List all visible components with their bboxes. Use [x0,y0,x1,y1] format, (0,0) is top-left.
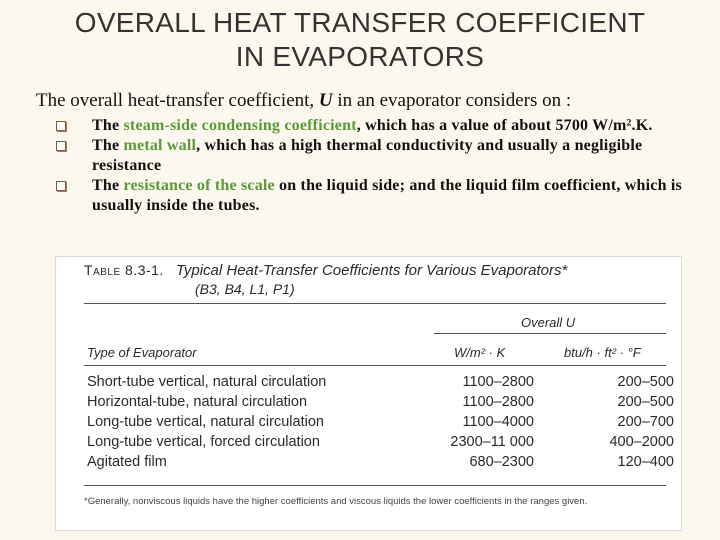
bullet-pre: The [92,177,124,194]
table-top-rule [84,303,666,304]
header-rule [84,365,666,366]
table-row [84,414,674,434]
cell-english: 200–500 [617,394,674,410]
square-bullet-icon [56,121,66,131]
coefficients-table-image [55,256,682,531]
bullet-highlight: steam-side condensing coefficient [123,117,357,134]
table-title: Typical Heat-Transfer Coefficients for Various Evaporators* [175,262,568,279]
cell-english: 200–500 [617,374,674,390]
overall-u-header: Overall U [521,315,576,330]
col-header-english: btu/h · ft² · °F [564,345,641,360]
table-row [84,394,674,414]
table-row [84,374,674,394]
square-bullet-icon [56,181,66,191]
bullet-highlight: resistance of the scale [123,177,275,194]
cell-type: Agitated film [87,454,167,470]
bullet-list [52,116,712,216]
bullet-item [52,116,712,136]
table-row [84,454,674,474]
cell-english: 200–700 [617,414,674,430]
intro-before: The overall heat-transfer coefficient, [36,90,319,111]
bullet-highlight: metal wall [123,137,197,154]
cell-si: 2300–11 000 [450,434,534,450]
bullet-post: on the liquid side; and the liquid film coefficient, which is usually inside the tubes. [92,177,682,214]
cell-type: Horizontal-tube, natural circulation [87,394,308,410]
slide-title-line-2: IN EVAPORATORS [235,41,485,72]
slide-title-line-1: OVERALL HEAT TRANSFER COEFFICIENT [74,7,646,38]
cell-si: 1100–2800 [462,394,534,410]
table-number: Table 8.3-1. [84,262,164,278]
cell-type: Short-tube vertical, natural circulation [87,374,327,390]
intro-symbol-u: U [318,90,333,111]
table-bottom-rule [84,485,666,486]
group-header-rule [434,333,666,334]
col-header-si: W/m² · K [454,345,506,360]
bullet-pre: The [92,117,124,134]
cell-type: Long-tube vertical, natural circulation [87,414,324,430]
bullet-item [52,176,712,216]
table-references: (B3, B4, L1, P1) [195,281,295,297]
intro-text [36,90,716,112]
bullet-post: , which has a high thermal conductivity and usually a negligible resistance [92,137,643,174]
table-caption [84,261,567,280]
square-bullet-icon [56,141,66,151]
cell-english: 400–2000 [609,434,674,450]
cell-english: 120–400 [617,454,674,470]
cell-si: 1100–4000 [462,414,534,430]
intro-after: in an evaporator considers on : [332,90,572,111]
bullet-post: , which has a value of about 5700 W/m².K. [356,117,653,134]
table-row [84,434,674,454]
cell-si: 680–2300 [469,454,534,470]
cell-si: 1100–2800 [462,374,534,390]
col-header-type: Type of Evaporator [87,345,197,360]
table-footnote: *Generally, nonviscous liquids have the higher coefficients and viscous liquids the lower coefficients in the ranges given. [84,496,588,507]
cell-type: Long-tube vertical, forced circulation [87,434,320,450]
bullet-pre: The [92,137,124,154]
bullet-item [52,136,712,176]
slide-title [0,6,720,74]
